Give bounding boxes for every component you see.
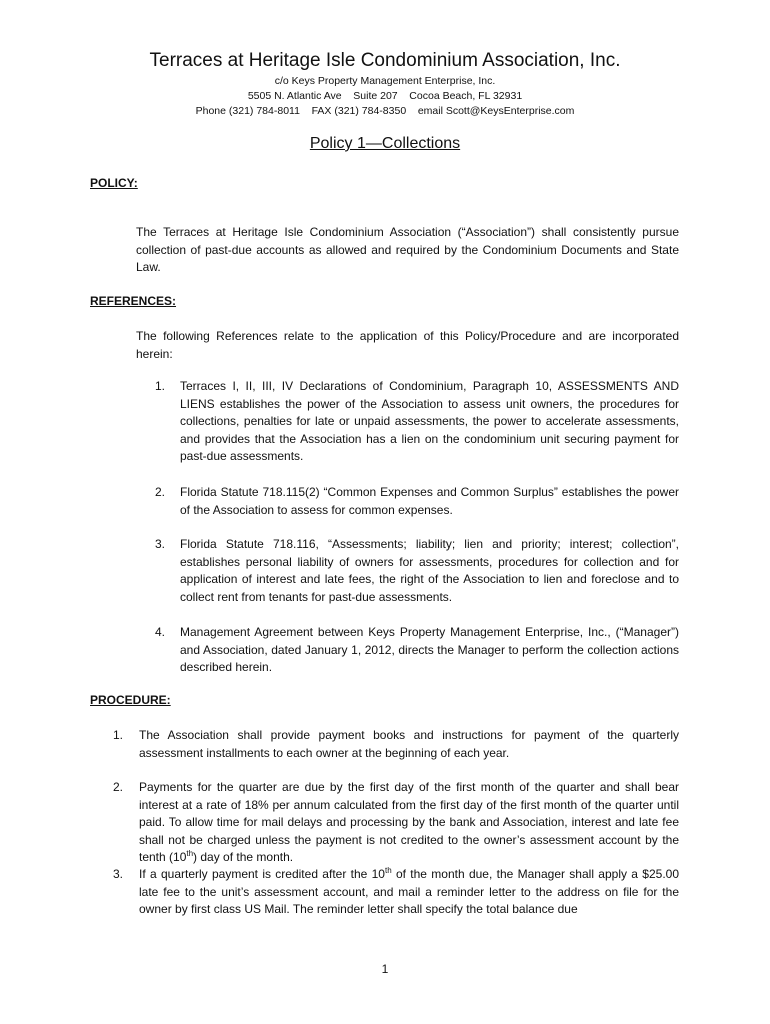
- procedure-item: The Association shall provide payment books and instructions for payment of the quarterly assessment installments to each owner at the beginning of each year.: [139, 728, 679, 760]
- address-line-1: c/o Keys Property Management Enterprise, Inc.: [274, 75, 496, 87]
- procedure-item: If a quarterly payment is credited after the 10th of the month due, the Manager shall apply a $25.00 late fee to the unit’s assessment account, and mail a reminder letter to the address on file for the owner by first class US Mail. The reminder letter shall specify the total balance due: [139, 866, 679, 916]
- procedure-number: 2.: [113, 780, 124, 794]
- references-intro: The following References relate to the application of this Policy/Procedure and are incorporated herein:: [136, 329, 679, 361]
- procedure-number: 1.: [113, 728, 124, 742]
- policy-title: Policy 1—Collections: [309, 135, 461, 152]
- reference-number: 1.: [155, 379, 166, 393]
- address-line-2: 5505 N. Atlantic Ave Suite 207 Cocoa Beach, FL 32931: [247, 90, 523, 102]
- page-number: 1: [381, 962, 389, 976]
- policy-text: The Terraces at Heritage Isle Condominium Association (“Association”) shall consistently pursue collection of past-due accounts as allowed and required by the Condominium Documents and State Law.: [136, 225, 679, 274]
- reference-item: Management Agreement between Keys Property Management Enterprise, Inc., (“Manager”) and Association, dated January 1, 2012, directs the Manager to perform the collection actions described herein.: [180, 625, 679, 674]
- reference-number: 4.: [155, 625, 166, 639]
- reference-item: Florida Statute 718.116, “Assessments; liability; lien and priority; interest; collection”, establishes personal liability of owners for assessments, procedures for collection and for application of interest and late fees, the right of the Association to lien and foreclose and to collect rent from tenants for past-due assessments.: [180, 537, 679, 604]
- references-heading: REFERENCES:: [90, 294, 177, 308]
- procedure-number: 3.: [113, 867, 124, 881]
- reference-number: 2.: [155, 485, 166, 499]
- reference-item: Florida Statute 718.115(2) “Common Expenses and Common Surplus” establishes the power of the Association to assess for common expenses.: [180, 485, 679, 517]
- policy-heading: POLICY:: [90, 176, 138, 190]
- reference-number: 3.: [155, 537, 166, 551]
- procedure-item: Payments for the quarter are due by the first day of the first month of the quarter and shall bear interest at a rate of 18% per annum calculated from the first day of the first month of the quarter until paid. To allow time for mail delays and processing by the bank and Association, interest and late fee shall not be charged unless the payment is not credited to the owner’s assessment account by the tenth (10th) day of the month.: [139, 780, 679, 864]
- reference-item: Terraces I, II, III, IV Declarations of Condominium, Paragraph 10, ASSESSMENTS AND LIENS establishes the power of the Association to assess unit owners, the procedures for collections, penalties for late or unpaid assessments, the power to accelerate assessments, and provides that the Association has a lien on the condominium unit securing payment for past-due assessments.: [180, 379, 679, 463]
- contact-line: Phone (321) 784-8011 FAX (321) 784-8350 email Scott@KeysEnterprise.com: [195, 105, 575, 117]
- association-title: Terraces at Heritage Isle Condominium Association, Inc.: [149, 50, 621, 71]
- procedure-heading: PROCEDURE:: [90, 693, 171, 707]
